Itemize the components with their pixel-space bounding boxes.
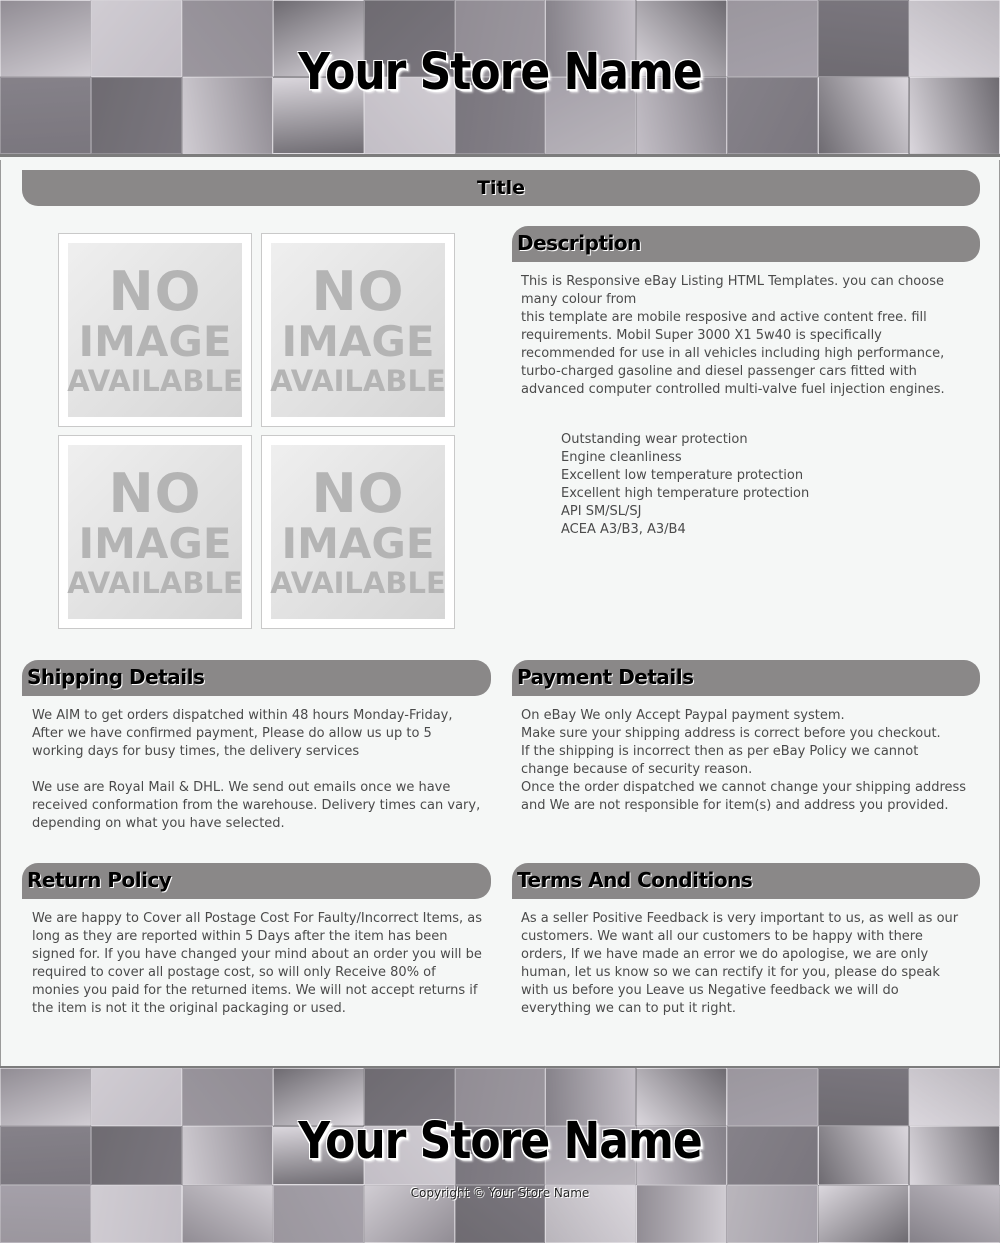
return-policy-heading: Return Policy (22, 863, 491, 899)
no-image-placeholder: NO IMAGE AVAILABLE (68, 445, 242, 619)
description-text: This is Responsive eBay Listing HTML Templates. you can choose many colour from this template are mobile resposive and active content free. fill requirements. Mobil Super 3000 X1 5w40 is specifically recommended for use in all vehicles including high performance, turbo-charged gasoline and diesel passenger cars fitted with advanced computer controlled multi-valve fuel injection engines. (521, 274, 945, 397)
terms-heading: Terms And Conditions (512, 863, 980, 899)
list-item: Excellent high temperature protection (561, 486, 810, 501)
list-item: Outstanding wear protection (561, 432, 748, 447)
payment-text: On eBay We only Accept Paypal payment system. Make sure your shipping address is correct before you checkout. If the shipping is incorrect then as per eBay Policy we cannot change because of security reason. Once the order dispatched we cannot change your shipping address and We are not responsible for item(s) and address you provided. (521, 708, 967, 813)
product-image-thumbnail[interactable] (58, 435, 252, 629)
header-banner (0, 0, 1000, 157)
payment-heading: Payment Details (512, 660, 980, 696)
product-image-thumbnail[interactable] (261, 233, 455, 427)
description-heading: Description (512, 226, 980, 262)
return-policy-text: We are happy to Cover all Postage Cost For Faulty/Incorrect Items, as long as they are reported within 5 Days after the item has been signed for. If you have changed your mind about an order you will be required to cover all postage cost, so will only Receive 80% of monies you paid for the returned items. We will not accept returns if the item is not it the original packaging or used. (32, 911, 483, 1016)
list-item: ACEA A3/B3, A3/B4 (561, 522, 686, 537)
feature-list (561, 431, 961, 539)
copyright-text: Copyright © Your Store Name (410, 1186, 590, 1200)
footer-store-name: Your Store Name (298, 1112, 702, 1171)
shipping-heading: Shipping Details (22, 660, 491, 696)
list-item: Excellent low temperature protection (561, 468, 804, 483)
terms-text: As a seller Positive Feedback is very important to us, as well as our customers. We want all our customers to be happy with there orders, If we have made an error we do apologise, we are only human, let us know so we can rectify it for you, please do speak with us before you Leave us Negative feedback we will do everything we can to put it right. (521, 911, 959, 1016)
no-image-placeholder: NO IMAGE AVAILABLE (271, 445, 445, 619)
listing-body (0, 160, 1000, 1066)
product-image-thumbnail[interactable] (261, 435, 455, 629)
footer-banner (0, 1066, 1000, 1243)
shipping-text: We AIM to get orders dispatched within 48 hours Monday-Friday, After we have confirmed payment, Please do allow us up to 5 working days for busy times, the delivery services We use are Royal Mail & DHL. We send out emails once we have received conformation from the warehouse. Delivery times can vary, depending on what you have selected. (32, 708, 481, 831)
no-image-placeholder: NO IMAGE AVAILABLE (68, 243, 242, 417)
list-item: API SM/SL/SJ (561, 504, 642, 519)
store-name-heading: Your Store Name (298, 43, 702, 102)
no-image-placeholder: NO IMAGE AVAILABLE (271, 243, 445, 417)
list-item: Engine cleanliness (561, 450, 682, 465)
listing-title: Title (22, 170, 980, 206)
product-image-thumbnail[interactable] (58, 233, 252, 427)
